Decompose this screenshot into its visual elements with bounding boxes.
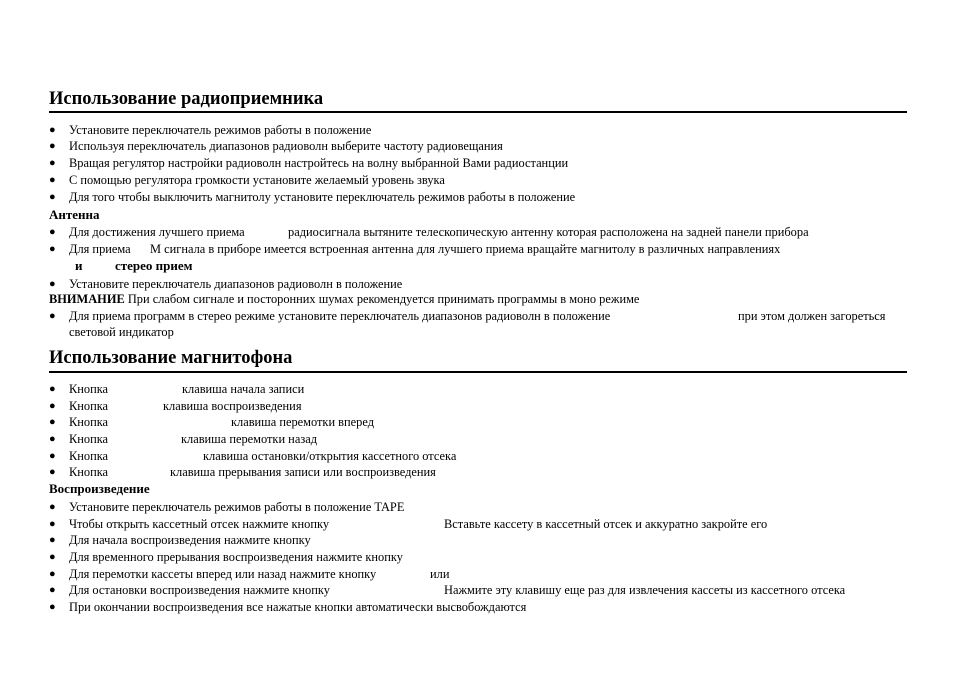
heading-rule — [49, 371, 907, 373]
bullet: ● — [49, 450, 56, 462]
list-item-continuation: световой индикатор — [69, 325, 174, 339]
bullet: ● — [49, 518, 56, 530]
bullet: ● — [49, 501, 56, 513]
tape-heading: Использование магнитофона — [49, 348, 293, 368]
bullet: ● — [49, 226, 56, 238]
bullet: ● — [49, 140, 56, 152]
bullet: ● — [49, 551, 56, 563]
radio-heading: Использование радиоприемника — [49, 89, 324, 109]
bullet: ● — [49, 157, 56, 169]
antenna-title: Антенна — [49, 207, 100, 222]
bullet: ● — [49, 383, 56, 395]
bullet: ● — [49, 310, 56, 322]
bullet: ● — [49, 601, 56, 613]
bullet: ● — [49, 278, 56, 290]
bullet: ● — [49, 191, 56, 203]
playback-title: Воспроизведение — [49, 481, 150, 496]
bullet: ● — [49, 534, 56, 546]
heading-rule — [49, 111, 907, 113]
warning-label: ВНИМАНИЕ — [49, 292, 125, 306]
bullet: ● — [49, 466, 56, 478]
bullet: ● — [49, 174, 56, 186]
bullet: ● — [49, 584, 56, 596]
bullet: ● — [49, 243, 56, 255]
bullet: ● — [49, 124, 56, 136]
bullet: ● — [49, 433, 56, 445]
bullet: ● — [49, 416, 56, 428]
bullet: ● — [49, 400, 56, 412]
warning-line: ВНИМАНИЕ При слабом сигнале и посторонних шумах рекомендуется принимать программы в моно режиме — [49, 292, 640, 306]
bullet: ● — [49, 568, 56, 580]
manual-page: Использование радиоприемника ● Установите переключатель режимов работы в положение ● Используя переключатель диапазонов радиоволн выберите частоту радиовещания ● Вращая регулятор настройки радиоволн настройтесь на волну выбранной Вами радиостанции ● С помощью регулятора громкости установите желаемый уровень звука ● Для того чтобы выключить магнитолу установите переключатель режимов работы в положение Антенна ● Для достижения лучшего приема радиосигнала вытяните телескопическую антенну которая расположена на задней панели прибора ● Для приема М сигнала в приборе имеется встроенная антенна для лучшего приема вращайте магнитолу в различных направлениях и стерео прием ● Установите переключатель диапазонов радиоволн в положение ВНИМАНИЕ При слабом сигнале и посторонних шумах рекомендуется принимать программы в моно режиме ● Для приема программ в стерео режиме установите переключатель диапазонов радиоволн в положение при этом должен загореться световой индикатор Использование магнитофона ● Кнопка клавиша начала записи ● Кнопка клавиша воспроизведения ● Кнопка клавиша перемотки вперед ● Кнопка клавиша перемотки назад ● Кнопка клавиша остановки/открытия кассетного отсека ● Кнопка клавиша прерывания записи или воспроизведения Воспроизведение ● Установите переключатель режимов работы в положение TAPE ● Чтобы открыть кассетный отсек нажмите кнопку Вставьте кассету в кассетный отсек и аккуратно закройте его ● Для начала воспроизведения нажмите кнопку ● Для временного прерывания воспроизведения нажмите кнопку ● Для перемотки кассеты вперед или назад нажмите кнопку или ● Для остановки воспроизведения нажмите кнопку Нажмите эту клавишу еще раз для извлечения кассеты из кассетного отсека ● При окончании воспроизведения все нажатые кнопки автоматически высвобождаются — [0, 0, 954, 675]
